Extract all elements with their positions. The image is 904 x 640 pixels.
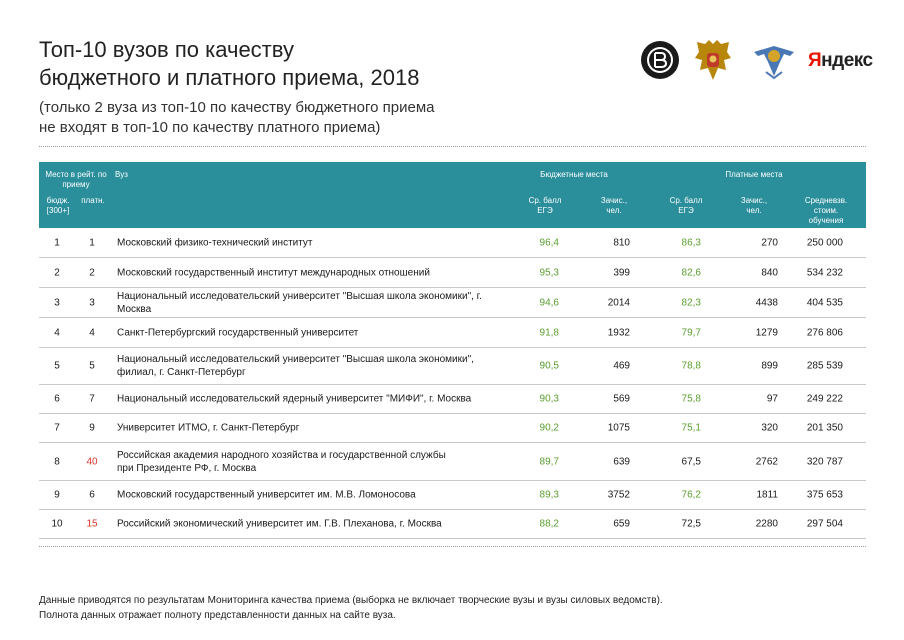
rank-budget-cell: 10 [51, 518, 63, 530]
table-row [39, 443, 866, 481]
table-row [39, 510, 866, 539]
university-name-line-1: Московский государственный университет им. М.В. Ломоносова [117, 489, 416, 501]
budget-score-cell: 90,2 [539, 422, 559, 434]
rank-budget-cell: 8 [54, 456, 60, 467]
yandex-logo-first-letter: Я [808, 50, 822, 71]
university-name-line-1: Московский физико-технический институт [117, 237, 313, 248]
rank-paid-cell: 6 [89, 489, 95, 501]
header-paid-admitted: Зачис., чел. [740, 196, 768, 215]
university-name-line-1: Университет ИТМО, г. Санкт-Петербург [117, 422, 300, 434]
rank-paid-cell: 7 [89, 393, 95, 405]
budget-score-cell: 89,7 [539, 456, 559, 467]
table-body [39, 228, 866, 539]
budget-admitted-cell: 639 [613, 456, 630, 467]
rank-budget-cell: 3 [54, 297, 60, 308]
university-name-line-1: Российская академия народного хозяйства и государственной службы [117, 449, 446, 461]
yandex-logo [808, 50, 873, 72]
cost-cell: 375 653 [806, 489, 843, 501]
cost-cell: 534 232 [806, 267, 843, 278]
table-row [39, 228, 866, 258]
paid-score-cell: 78,8 [681, 360, 701, 372]
table-row [39, 481, 866, 510]
header-paid-score: Ср. балл ЕГЭ [669, 196, 703, 215]
budget-admitted-cell: 569 [613, 393, 630, 405]
budget-admitted-cell: 469 [613, 360, 630, 372]
university-name-line-1: Национальный исследовательский ядерный университет "МИФИ", г. Москва [117, 393, 472, 405]
subtitle-line-1: (только 2 вуза из топ-10 по качеству бюджетного приема [39, 99, 435, 116]
budget-score-cell: 90,5 [539, 360, 559, 372]
footnote-line-2: Полнота данных отражает полноту представленности данных на сайте вуза. [39, 610, 396, 621]
page-subtitle [39, 98, 435, 138]
paid-admitted-cell: 320 [761, 422, 778, 434]
university-name-cell [117, 422, 497, 435]
university-name-line-1: Национальный исследовательский университет "Высшая школа экономики", [117, 354, 474, 365]
header-cost: Средневзв. стоим. обучения [804, 196, 848, 225]
university-name-cell [117, 518, 497, 531]
bottom-divider [39, 546, 866, 547]
budget-score-cell: 94,6 [539, 297, 559, 308]
cost-cell: 404 535 [806, 297, 843, 308]
rank-budget-cell: 9 [54, 489, 60, 501]
education-ministry-emblem-icon [750, 42, 798, 80]
rank-paid-cell: 1 [89, 237, 95, 248]
cost-cell: 320 787 [806, 456, 843, 467]
university-name-cell [117, 266, 497, 279]
rank-budget-cell: 7 [54, 422, 60, 434]
university-name-line-2: филиал, г. Санкт-Петербург [117, 367, 246, 378]
table-header [39, 162, 866, 228]
header-budget-group: Бюджетные места [540, 170, 608, 179]
paid-score-cell: 75,8 [681, 393, 701, 405]
budget-admitted-cell: 2014 [607, 297, 630, 308]
university-name-line-1: Санкт-Петербургский государственный университет [117, 327, 359, 338]
budget-score-cell: 96,4 [539, 237, 559, 248]
university-name-cell [117, 353, 497, 379]
footnote-line-1: Данные приводятся по результатам Мониторинга качества приема (выборка не включает творческие вузы и вузы силовых ведомств). [39, 595, 663, 606]
footnote [39, 593, 663, 623]
university-name-cell [117, 393, 497, 406]
budget-score-cell: 90,3 [539, 393, 559, 405]
table-row [39, 348, 866, 385]
title-block [39, 36, 435, 138]
rank-budget-cell: 6 [54, 393, 60, 405]
rank-paid-cell: 15 [86, 518, 98, 530]
paid-score-cell: 79,7 [681, 327, 701, 338]
header-rank-budget: бюдж. [300+] [46, 196, 70, 215]
paid-score-cell: 82,3 [681, 297, 701, 308]
subtitle-line-2: не входят в топ-10 по качеству платного приема) [39, 119, 381, 136]
paid-admitted-cell: 2762 [755, 456, 778, 467]
paid-score-cell: 75,1 [681, 422, 701, 434]
rank-budget-cell: 4 [54, 327, 60, 338]
cost-cell: 285 539 [806, 360, 843, 372]
rank-budget-cell: 5 [54, 360, 60, 372]
budget-admitted-cell: 1075 [607, 422, 630, 434]
paid-admitted-cell: 1811 [756, 489, 778, 501]
header-budget-score: Ср. балл ЕГЭ [528, 196, 562, 215]
budget-admitted-cell: 659 [613, 518, 630, 530]
paid-admitted-cell: 840 [761, 267, 778, 278]
logos [636, 38, 872, 84]
header-university: Вуз [115, 170, 128, 179]
table-row [39, 318, 866, 348]
rank-budget-cell: 1 [54, 237, 60, 248]
rank-budget-cell: 2 [54, 267, 60, 278]
title-line-1: Топ-10 вузов по качеству [39, 37, 294, 62]
header-budget-admitted: Зачис., чел. [600, 196, 628, 215]
paid-admitted-cell: 97 [766, 393, 778, 405]
rank-paid-cell: 2 [89, 267, 95, 278]
university-name-cell [117, 489, 497, 502]
paid-admitted-cell: 270 [761, 237, 778, 248]
yandex-logo-rest: ндекс [821, 50, 873, 71]
budget-score-cell: 88,2 [539, 518, 559, 530]
title-line-2: бюджетного и платного приема, 2018 [39, 65, 420, 90]
table-row [39, 414, 866, 443]
budget-admitted-cell: 3752 [607, 489, 630, 501]
table-row [39, 288, 866, 318]
page-title [39, 36, 435, 92]
header-rank-paid: платн. [81, 196, 105, 205]
university-name-cell [117, 236, 497, 249]
header-paid-group: Платные места [725, 170, 783, 179]
budget-admitted-cell: 1932 [607, 327, 630, 338]
cost-cell: 249 222 [806, 393, 843, 405]
rating-table [39, 162, 866, 539]
paid-admitted-cell: 1279 [755, 327, 778, 338]
university-name-line-2: при Президенте РФ, г. Москва [117, 462, 257, 474]
university-name-line-1: Национальный исследовательский университет "Высшая школа экономики", г. Москва [117, 290, 482, 315]
university-name-line-1: Московский государственный институт международных отношений [117, 267, 430, 278]
paid-admitted-cell: 4438 [755, 297, 778, 308]
paid-admitted-cell: 2280 [755, 518, 778, 530]
university-name-cell [117, 449, 497, 475]
paid-score-cell: 76,2 [681, 489, 701, 501]
double-eagle-emblem-icon [694, 38, 732, 82]
paid-admitted-cell: 899 [761, 360, 778, 372]
budget-admitted-cell: 399 [613, 267, 630, 278]
rank-paid-cell: 4 [89, 327, 95, 338]
table-row [39, 258, 866, 288]
top-divider [39, 146, 866, 147]
cost-cell: 297 504 [806, 518, 843, 530]
budget-score-cell: 89,3 [539, 489, 559, 501]
header-rank-group: Место в рейт. по приему [45, 170, 107, 189]
budget-admitted-cell: 810 [613, 237, 630, 248]
cost-cell: 250 000 [806, 237, 843, 248]
paid-score-cell: 72,5 [681, 518, 701, 530]
rank-paid-cell: 9 [89, 422, 95, 434]
paid-score-cell: 82,6 [681, 267, 701, 278]
university-name-cell [117, 290, 497, 316]
budget-score-cell: 91,8 [539, 327, 559, 338]
cost-cell: 276 806 [806, 327, 843, 338]
cost-cell: 201 350 [806, 422, 843, 434]
rank-paid-cell: 3 [89, 297, 95, 308]
table-row [39, 385, 866, 414]
paid-score-cell: 67,5 [681, 456, 701, 467]
rank-paid-cell: 5 [89, 360, 95, 372]
paid-score-cell: 86,3 [681, 237, 701, 248]
university-name-cell [117, 326, 497, 339]
university-name-line-1: Российский экономический университет им. Г.В. Плеханова, г. Москва [117, 518, 442, 530]
rank-paid-cell: 40 [86, 456, 98, 467]
budget-score-cell: 95,3 [539, 267, 559, 278]
hse-logo-icon [640, 40, 680, 80]
